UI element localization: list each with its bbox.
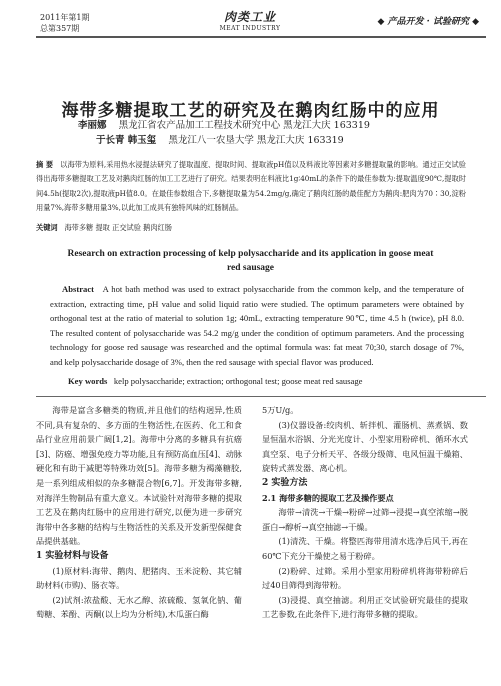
section-heading-2: 2 实验方法: [262, 477, 308, 488]
journal-logo-text: 肉类工业: [223, 10, 276, 24]
section-divider: [36, 396, 486, 397]
abstract-en-label: Abstract: [62, 284, 95, 294]
subsection-heading-2-1: 2.1 海带多糖的提取工艺及操作要点: [262, 492, 394, 503]
reagents-continued: 5万U/g。: [262, 405, 299, 415]
keywords-cn-label: 关键词: [36, 223, 58, 232]
body-right-column: [262, 403, 468, 622]
process-flow: 海带→清洗→干燥→粉碎→过筛→浸提→真空浓缩→脱蛋白→醇析→真空抽滤→干燥。: [262, 507, 468, 532]
keywords-en: [68, 376, 468, 386]
author-affiliation: 黑龙江省农产品加工工程技术研究中心 黑龙江大庆 163319: [118, 120, 370, 131]
step-1-paragraph: (1)清洗、干燥。将整匹海带用清水选净后风干,再在60℃下充分干燥使之易于粉碎。: [262, 536, 468, 561]
abstract-en-text: A hot bath method was used to extract polysaccharide from the common kelp, and the temperature of extraction, extracting time, pH value and solid liquid ratio were studied. The optimum parameters were obtained by orthogonal test at the ratio of material to solution 1g; 40mL, extracting temperature 90℃, time 4.5 h (twice), pH 8.0. The resulted content of polysaccharide was 54.2 mg/g under the condition of optimum parameters. And the processing technology for goose red sausage was researched and the optimal formula was: fat meat 70;30, starch dosage of 7%, and kelp polysaccharide dosage of 3%, then the red sausage with special flavor was produced.: [50, 284, 464, 367]
abstract-cn-text: 以海带为原料,采用热水浸提法研究了提取温度、提取时间、提取液pH值以及料液比等因素对多糖提取量的影响。通过正交试验得出海带多糖提取工艺及对鹅肉红肠的加工工艺进行了研究。结果表明在料液比1g∶40mL的条件下的最佳参数为:提取温度90℃,提取时间4.5h(提取2次),提取液pH值8.0。在最佳参数组合下,多糖提取量为54.2mg/g,确定了鹅肉红肠的最佳配方为鹅肉:肥肉为70∶30,淀粉用量7%,海带多糖用量3%,以此加工成具有独特风味的红肠制品。: [36, 160, 466, 212]
section-label: ◆ 产品开发 · 试验研究 ◆: [377, 17, 479, 27]
author-line-2: [96, 132, 344, 146]
abstract-cn: [36, 158, 466, 215]
materials-paragraph: (1)原材料:海带、鹅肉、肥猪肉、玉米淀粉、其它辅助材料(市购)、肠衣等。: [36, 565, 242, 591]
keywords-en-text: kelp polysaccharide; extraction; orthogonal test; goose meat red sausage: [113, 376, 363, 386]
keywords-en-label: Key words: [68, 376, 108, 386]
keywords-cn: [36, 223, 466, 233]
step-2-paragraph: (2)粉碎、过筛。采用小型家用粉碎机将海带粉碎后过40目筛得到海带粉。: [262, 565, 468, 591]
section-heading-1: 1 实验材料与设备: [36, 550, 109, 561]
author-names: 于长青 韩玉玺: [96, 135, 157, 146]
paper-title: 海带多糖提取工艺的研究及在鹅肉红肠中的应用: [61, 101, 440, 121]
total-issue: 总第357期: [40, 24, 80, 33]
author-names: 李丽娜: [78, 120, 107, 131]
journal-logo-en: MEAT INDUSTRY: [219, 25, 281, 32]
journal-logo: [190, 8, 310, 32]
keywords-cn-text: 海带多糖 提取 正交试验 鹅肉红肠: [64, 223, 172, 232]
author-affiliation: 黑龙江八一农垦大学 黑龙江大庆 163319: [168, 135, 344, 146]
issue-info: [40, 12, 89, 34]
issue-number: 2011年第1期: [40, 13, 90, 22]
abstract-cn-label: 摘 要: [36, 160, 54, 169]
author-line-1: [78, 117, 370, 131]
intro-paragraph: 海带是富含多糖类的物质,并且他们的结构迥异,性质不同,具有复杂的、多方面的生物活性,在医药、化工和食品行业应用前景广阔[1,2]。海带中分离的多糖具有抗癌[3]、防癌、增强免疫力等功能,且有预防高血压[4]、动脉硬化和有助于减肥等特殊功效[5]。海带多糖为褐藻糖胶,是一系列组成相似的杂多糖混合物[6,7]。开发海带多糖,对海洋生物制品有重大意义。本试验针对海带多糖的提取工艺及在鹅肉红肠中的应用进行研究,以便为进一步研究海带中各多糖的结构与生物活性的关系及开发新型保健食品提供基础。: [36, 405, 242, 547]
header-rule: [36, 36, 486, 38]
body-left-column: [36, 403, 242, 622]
english-title: Research on extraction processing of kelp polysaccharide and its application in goose meat red sausage: [67, 249, 434, 273]
step-3-paragraph: (3)浸提、真空抽滤。利用正交试验研究最佳的提取工艺参数,在此条件下,进行海带多糖的提取。: [262, 594, 468, 620]
reagents-paragraph: (2)试剂:浓盐酸、无水乙醇、浓硫酸、氢氧化钠、葡萄糖、苯酚、丙酮(以上均为分析纯),木瓜蛋白酶: [36, 594, 242, 620]
abstract-en: [50, 282, 464, 369]
equipment-paragraph: (3)仪器设备:绞肉机、斩拌机、灌肠机、蒸煮锅、数显恒温水浴锅、分光光度计、小型家用粉碎机、循环水式真空泵、电子分析天平、各级分级筛、电风恒温干燥箱、旋转式蒸发器、离心机。: [262, 419, 468, 474]
